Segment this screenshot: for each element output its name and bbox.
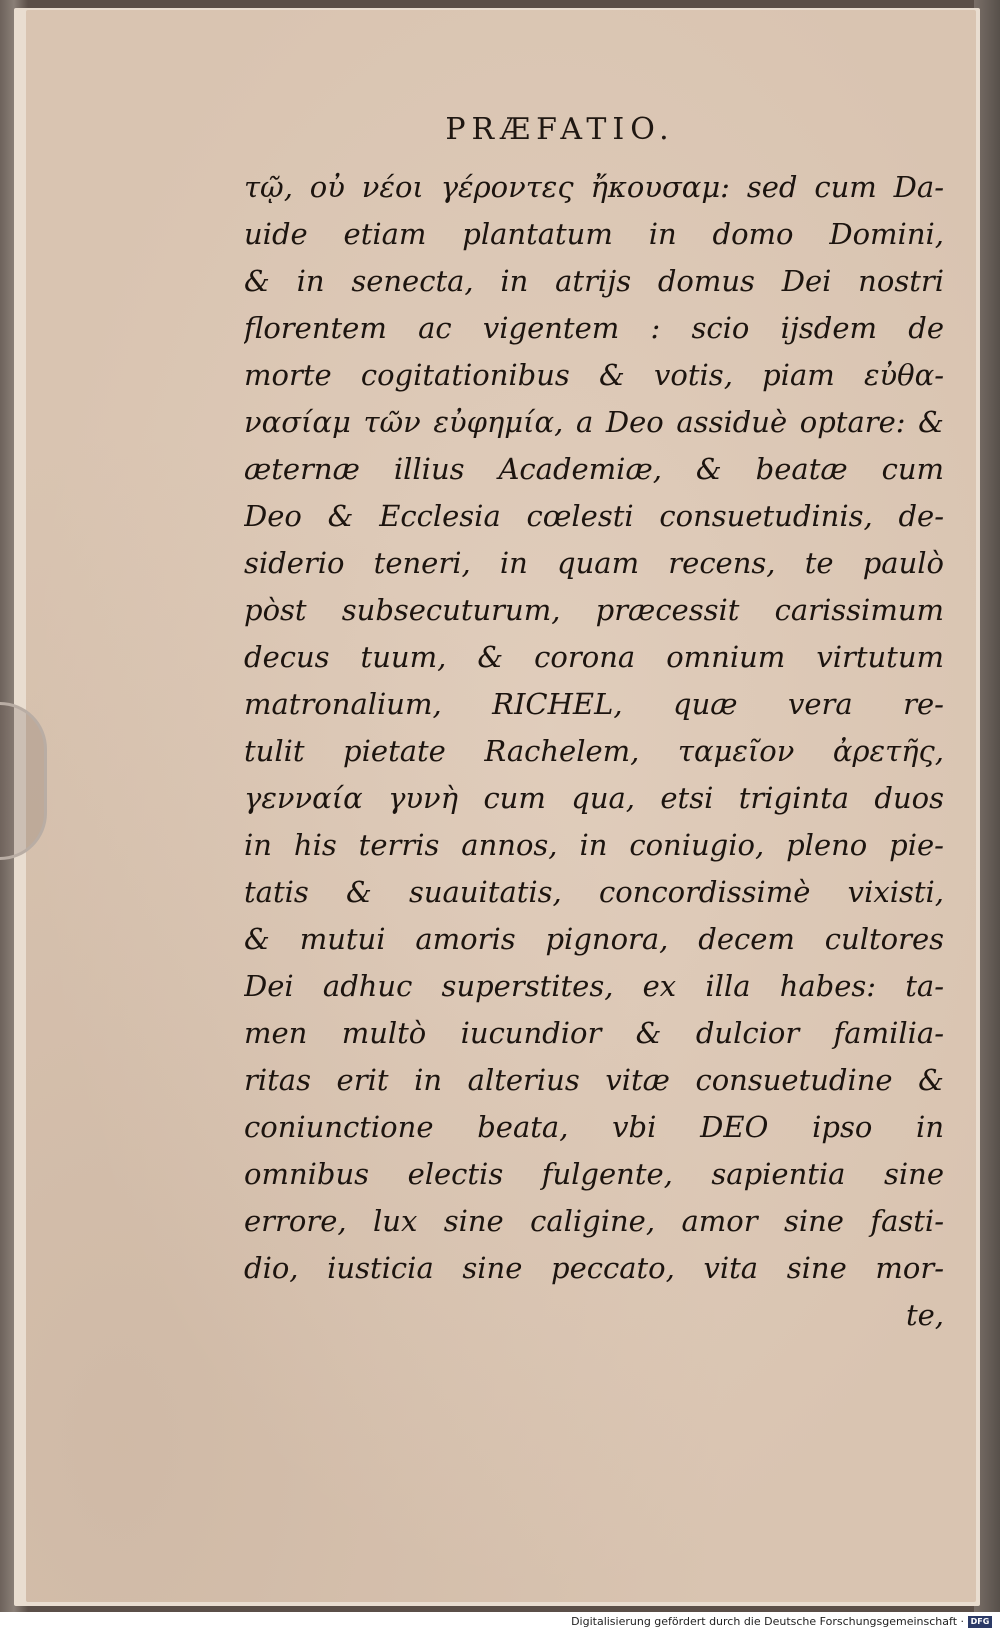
text-line: æternæ illius Academiæ, & beatæ cum [244,452,944,486]
text-line: ritas erit in alterius vitæ consuetudine & [244,1063,944,1097]
footer-bar [0,1612,1000,1632]
text-line: dio, iusticia sine peccato, vita sine mor- [244,1251,944,1285]
text-line: pòst subsecuturum, præcessit carissimum [244,593,944,627]
text-line: τῷ, οὐ νέοι γέροντες ἤκουσαμ: sed cum Da- [244,170,944,204]
text-line: Dei adhuc superstites, ex illa habes: ta- [244,969,944,1003]
footer-credit: Digitalisierung gefördert durch die Deutsche Forschungsgemeinschaft · [571,1615,964,1628]
text-line: νασίαμ τῶν εὐφημία, a Deo assiduè optare: & [244,405,944,439]
text-line: matronalium, RICHEL, quæ vera re- [244,687,944,721]
text-line: Deo & Ecclesia cœlesti consuetudinis, de- [244,499,944,533]
text-line: errore, lux sine caligine, amor sine fasti- [244,1204,944,1238]
book-clasp [0,702,47,860]
text-line: men multò iucundior & dulcior familia- [244,1016,944,1050]
text-line: siderio teneri, in quam recens, te paulò [244,546,944,580]
text-line: & in senecta, in atrijs domus Dei nostri [244,264,944,298]
text-line: morte cogitationibus & votis, piam εὐθα- [244,358,944,392]
text-line: coniunctione beata, vbi DEO ipso in [244,1110,944,1144]
dfg-logo-icon: DFG [968,1616,992,1628]
text-line: tatis & suauitatis, concordissimè vixisti, [244,875,944,909]
text-line: γενναία γυνὴ cum qua, etsi triginta duos [244,781,944,815]
text-line: tulit pietate Rachelem, ταμεῖον ἀρετῆς, [244,734,944,768]
text-line: & mutui amoris pignora, decem cultores [244,922,944,956]
text-block [244,164,944,1339]
text-line: omnibus electis fulgente, sapientia sine [244,1157,944,1191]
text-line: florentem ac vigentem : scio ijsdem de [244,311,944,345]
text-line: uide etiam plantatum in domo Domini, [244,217,944,251]
catchword: te, [905,1298,944,1332]
page-header: PRÆFATIO. [445,112,675,147]
text-line: in his terris annos, in coniugio, pleno pie- [244,828,944,862]
text-line: decus tuum, & corona omnium virtutum [244,640,944,674]
